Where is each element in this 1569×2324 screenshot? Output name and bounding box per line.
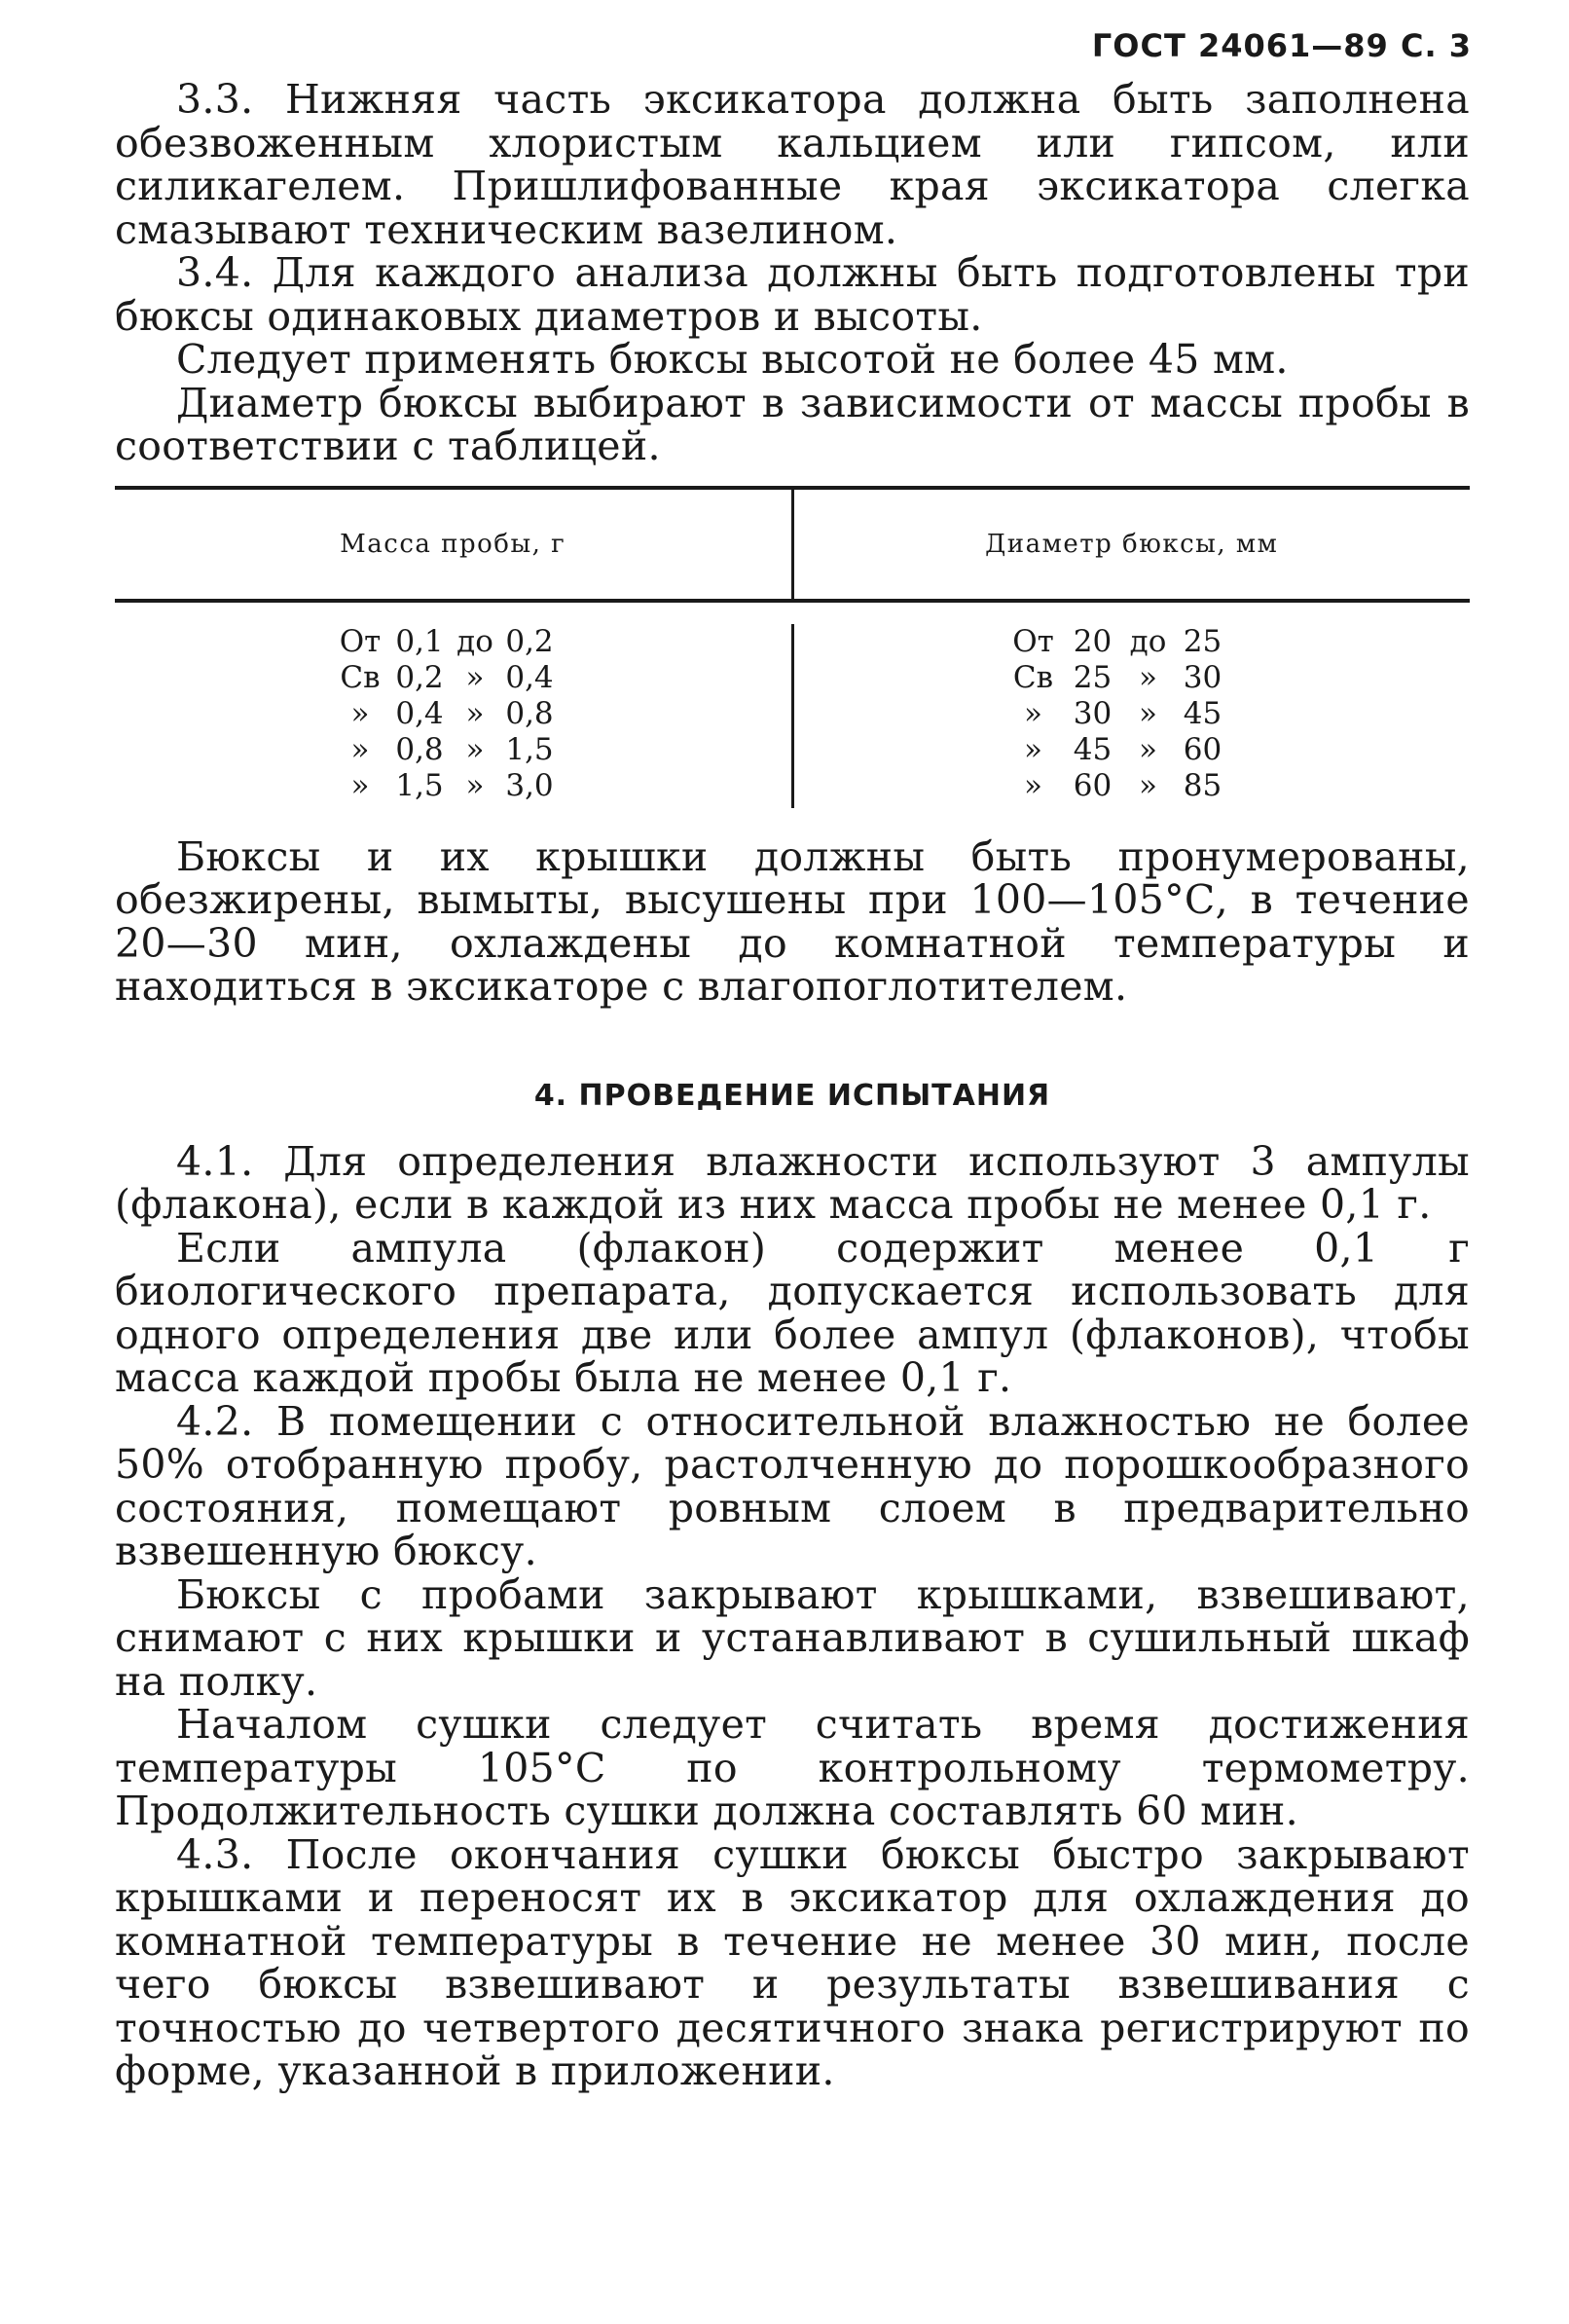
diameter-column [794,624,1471,808]
paragraph-height: Следует применять бюксы высотой не более 45 мм. [176,336,1289,383]
paragraph-3-3: 3.3. Нижняя часть эксикатора должна быть заполнена обезвоженным хлористым кальцием или гипсом, или силикагелем. Пришлифованные края эксикатора слегка смазывают техническим вазелином. [115,76,1470,253]
header-mass: Масса пробы, г [115,490,794,599]
paragraph-4-3: 4.3. После окончания сушки бюксы быстро закрывают крышками и переносят их в эксикатор для охлаждения до комнатной температуры в течение не менее 30 мин, после чего бюксы взвешивают и результаты взвешивания с точностью до четвертого десятичного знака регистрируют по форме, указанной в приложении. [115,1830,1470,2094]
table-row: » 60 » 85 [1024,767,1222,803]
paragraph-diameter: Диаметр бюксы выбирают в зависимости от массы пробы в соответствии с таблицей. [115,379,1470,469]
header-diameter: Диаметр бюксы, мм [985,529,1279,559]
table-row: Св 25 » 30 [1012,659,1222,695]
diameter-table [115,486,1470,808]
paragraph-4-2-b: Бюксы с пробами закрывают крышками, взвешивают, снимают с них крышки и устанавливают в сушильный шкаф на полку. [115,1570,1470,1705]
table-row: » 0,4 » 0,8 [350,695,554,731]
paragraph-4-1: 4.1. Для определения влажности используют 3 ампулы (флакона), если в каждой из них масса пробы не менее 0,1 г. [115,1137,1470,1228]
mass-column [115,624,794,808]
table-row: » 0,8 » 1,5 [350,731,554,767]
paragraph-after-table: Бюксы и их крышки должны быть пронумерованы, обезжирены, вымыты, высушены при 100—105°С, в течение 20—30 мин, охлаждены до комнатной температуры и находиться в эксикаторе с влагопоглотителем. [115,832,1470,1010]
table-body [115,603,1470,808]
table-row: » 30 » 45 [1024,695,1222,731]
paragraph-4-1-b: Если ампула (флакон) содержит менее 0,1 г биологического препарата, допускается использовать для одного определения две или более ампул (флаконов), чтобы масса каждой пробы была не менее 0,1 г. [115,1224,1470,1401]
page-header: ГОСТ 24061—89 С. 3 [1091,27,1472,64]
document-page [115,29,1470,2093]
table-row: От 20 до 25 [1012,623,1222,659]
table-row: Св 0,2 » 0,4 [340,659,554,695]
section-4-heading: 4. ПРОВЕДЕНИЕ ИСПЫТАНИЯ [533,1078,1051,1113]
paragraph-4-2: 4.2. В помещении с относительной влажностью не более 50% отобранную пробу, растолченную до порошкообразного состояния, помещают ровным слоем в предварительно взвешенную бюксу. [115,1397,1470,1574]
table-header-row [115,490,1470,599]
paragraph-4-2-c: Началом сушки следует считать время достижения температуры 105°С по контрольному термометру. Продолжительность сушки должна составлять 60 мин. [115,1701,1470,1834]
table-row: » 1,5 » 3,0 [350,767,554,803]
table-row: » 45 » 60 [1024,731,1222,767]
paragraph-3-4: 3.4. Для каждого анализа должны быть подготовлены три бюксы одинаковых диаметров и высоты. [115,249,1470,340]
table-row: От 0,1 до 0,2 [339,623,554,659]
